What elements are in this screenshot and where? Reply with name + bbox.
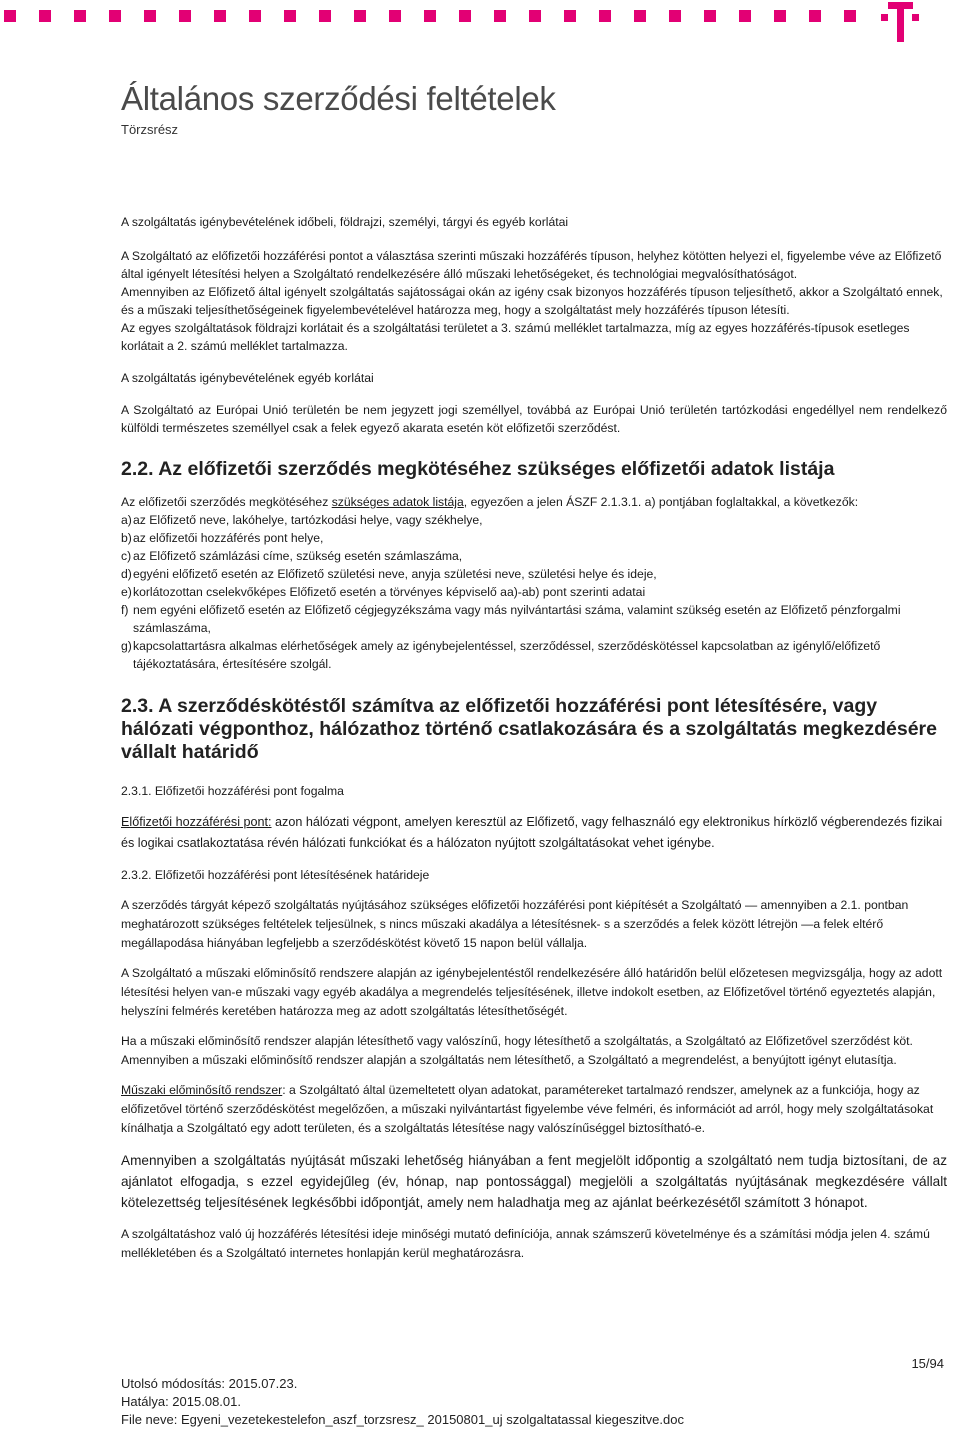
paragraph: Ha a műszaki előminősítő rendszer alapján létesíthető vagy valószínű, hogy létesíthető a szolgáltatás, a Szolgáltató az Előfizetővel szerződést köt. Amennyiben a műszaki előminősítő rendszer alapján a szolgáltatás nem létesíthető, a Szolgáltató a megrendelést, a benyújtott igényt elutasítja. — [121, 1034, 913, 1067]
brand-square-icon — [354, 10, 366, 22]
list-letter: d) — [121, 567, 132, 581]
list-letter: c) — [121, 549, 132, 563]
list-item — [121, 601, 947, 637]
brand-square-icon — [249, 10, 261, 22]
list-letter: g) — [121, 639, 132, 653]
brand-square-icon — [634, 10, 646, 22]
paragraph: A Szolgáltató a műszaki előminősítő rendszere alapján az igénybejelentéstől rendelkezésére álló határidőn belül előzetesen megvizsgálja, hogy az adott létesítési helyen van-e műszaki vagy egyéb akadálya a megrendelés teljesítésének, illetve indokolt esetben, az Előfizetővel történő egyeztetés alapján, helyszíni felmérés keretében határozza meg az adott szolgáltatás létesíthetőségét. — [121, 966, 943, 1018]
paragraph — [121, 812, 947, 854]
brand-square-icon — [109, 10, 121, 22]
paragraph: A szolgáltatás igénybevételének egyéb korlátai — [121, 371, 374, 385]
paragraph: A Szolgáltató az előfizetői hozzáférési pontot a választása szerinti műszaki hozzáférés típuson, helyhez kötötten helyezi el, figyelembe véve az Előfizető által igényelt létesítési helyen a Szolgáltató rendelkezésére álló műszaki lehetőségeket, és technológiai megvalósíthatóságot. — [121, 249, 942, 281]
brand-square-icon — [424, 10, 436, 22]
underlined-term: Előfizetői hozzáférési pont: — [121, 815, 272, 829]
list-text: egyéni előfizető esetén az Előfizető születési neve, anyja születési neve, születési helye és ideje, — [133, 567, 657, 581]
brand-square-icon — [214, 10, 226, 22]
list-text: az Előfizető neve, lakóhelye, tartózkodási helye, vagy székhelye, — [133, 513, 483, 527]
brand-square-icon — [809, 10, 821, 22]
subsection-heading: 2.3.2. Előfizetői hozzáférési pont létesítésének határideje — [121, 868, 430, 882]
paragraph: A Szolgáltató az Európai Unió területén be nem jegyzett jogi személlyel, továbbá az Európai Unió területén tartózkodási engedéllyel nem rendelkező külföldi természetes személlyel csak a felek egyező akarata esetén köt előfizetői szerződést. — [121, 403, 947, 435]
brand-square-icon — [599, 10, 611, 22]
underlined-term: Műszaki előminősítő rendszer — [121, 1083, 283, 1097]
brand-square-icon — [564, 10, 576, 22]
brand-square-icon — [179, 10, 191, 22]
list-item — [121, 529, 947, 547]
paragraph: Amennyiben az Előfizető által igényelt szolgáltatás sajátosságai okán az igény csak bizonyos hozzáférés típuson teljesíthető, akkor a Szolgáltató ennek, és a műszaki teljesíthetőségeinek figyelembevételével határozza meg, hogy a szolgáltatást mely hozzáférés típuson létesíti. — [121, 285, 943, 317]
list-item — [121, 637, 947, 673]
last-modified: Utolsó módosítás: 2015.07.23. — [121, 1376, 298, 1391]
brand-square-icon — [144, 10, 156, 22]
list-text: az Előfizető számlázási címe, szükség esetén számlaszáma, — [133, 549, 463, 563]
brand-square-icon — [389, 10, 401, 22]
brand-square-icon — [739, 10, 751, 22]
list-item — [121, 565, 947, 583]
section-heading-2-2: 2.2. Az előfizetői szerződés megkötéséhez szükséges előfizetői adatok listája — [121, 458, 835, 480]
effective-date: Hatálya: 2015.08.01. — [121, 1394, 241, 1409]
brand-square-icon — [494, 10, 506, 22]
list-text: nem egyéni előfizető esetén az Előfizető cégjegyzékszáma vagy más nyilvántartási száma, valamint szükség esetén az Előfizető pénzforgalmi számlaszáma, — [133, 603, 901, 635]
list-item — [121, 583, 947, 601]
list-text: az előfizetői hozzáférés pont helye, — [133, 531, 324, 545]
brand-square-icon — [529, 10, 541, 22]
list-text: kapcsolattartásra alkalmas elérhetőségek amely az igénybejelentéssel, szerződéssel, szerződéskötéssel kapcsolatban az igénylő/előfizető tájékoztatására, értesítésére szolgál. — [133, 639, 881, 671]
paragraph: Az egyes szolgáltatások földrajzi korlátait és a szolgáltatási területet a 3. számú melléklet tartalmazza, míg az egyes hozzáférés-típusok esetleges korlátait a 2. számú melléklet tartalmazza. — [121, 321, 910, 353]
paragraph: A szolgáltatáshoz való új hozzáférés létesítési ideje minőségi mutató definíciója, annak számszerű követelménye és a számítási módja jelen 4. számú mellékletében és a Szolgáltató internetes honlapján kerül meghatározásra. — [121, 1227, 930, 1260]
list-letter: b) — [121, 531, 132, 545]
paragraph — [121, 1081, 947, 1138]
paragraph: Amennyiben a szolgáltatás nyújtását műszaki lehetőség hiányában a fent megjelölt időpontig a szolgáltató nem tudja biztosítani, de az ajánlatot elfogadja, s ezzel egyidejűleg (év, hónap, nap pontossággal) megjelöli a szolgáltatás nyújtásának megkezdésére vállalt kötelezettség teljesítésének legkésőbbi időpontját, amely nem haladhatja meg az ajánlat beérkezésétől számított 3 hónapot. — [121, 1153, 947, 1210]
text-span: Az előfizetői szerződés megkötéséhez — [121, 495, 332, 509]
list-letter: f) — [121, 603, 129, 617]
paragraph — [121, 493, 947, 511]
brand-square-icon — [704, 10, 716, 22]
list-letter: a) — [121, 513, 132, 527]
page-footer — [121, 1375, 684, 1429]
brand-square-icon — [319, 10, 331, 22]
list-letter: e) — [121, 585, 132, 599]
brand-square-icon — [669, 10, 681, 22]
brand-square-icon — [844, 10, 856, 22]
list-text: korlátozottan cselekvőképes Előfizető esetén a törvényes képviselő aa)-ab) pont szerinti adatai — [133, 585, 646, 599]
text-span: , egyezően a jelen ÁSZF 2.1.3.1. a) pontjában foglaltakkal, a következők: — [463, 495, 859, 509]
brand-square-icon — [4, 10, 16, 22]
telekom-t-logo-icon — [881, 2, 919, 42]
document-subtitle: Törzsrész — [121, 122, 179, 137]
data-list — [121, 511, 947, 673]
brand-square-icon — [39, 10, 51, 22]
text-span: azon hálózati végpont, amelyen keresztül az Előfizető, vagy felhasználó egy elektronikus hírközlő végberendezés fizikai és logikai csatlakoztatása révén hálózati funkciókat és a hálózaton nyújtott szolgáltatásokat vehet igénybe. — [121, 815, 943, 850]
list-item — [121, 511, 947, 529]
paragraph: A szolgáltatás igénybevételének időbeli, földrajzi, személyi, tárgyi és egyéb korlátai — [121, 215, 569, 229]
underlined-term: szükséges adatok listája — [331, 495, 464, 509]
dotted-brand-bar — [0, 10, 870, 24]
brand-square-icon — [459, 10, 471, 22]
page-number: 15/94 — [911, 1356, 944, 1371]
text-span: : a Szolgáltató által üzemeltetett olyan adatokat, paramétereket tartalmazó rendszer, amelynek az a funkciója, hogy az előfizetővel történő szerződéskötést megelőzően, a műszaki nyilvántartást figyelembe véve felméri, és információt ad arról, hogy mely szolgáltatásokat kínálhatja a Szolgáltató egy adott területen, és a szolgáltatás létesítése nagy valószínűséggel biztosítható-e. — [121, 1083, 934, 1135]
document-body — [121, 213, 947, 1263]
brand-square-icon — [774, 10, 786, 22]
paragraph: A szerződés tárgyát képező szolgáltatás nyújtásához szükséges előfizetői hozzáférési pont kiépítését a Szolgáltató — amennyiben a 2.1. pontban meghatározott szükséges feltételek teljesülnek, s nincs műszaki akadálya a létesítésnek- s a szerződés a felek között létrejön —a felek eltérő megállapodása hiányában legfeljebb a szerződéskötést követő 15 napon belül vállalja. — [121, 898, 909, 950]
subsection-heading: 2.3.1. Előfizetői hozzáférési pont fogalma — [121, 784, 344, 798]
brand-square-icon — [74, 10, 86, 22]
file-name: File neve: Egyeni_vezetekestelefon_aszf_torzsresz_ 20150801_uj szolgaltatassal kiegeszitve.doc — [121, 1412, 684, 1427]
section-heading-2-3: 2.3. A szerződéskötéstől számítva az előfizetői hozzáférési pont létesítésére, vagy hálózati végponthoz, hálózathoz történő csatlakozására és a szolgáltatás megkezdésére vállalt határidő — [121, 695, 937, 763]
brand-square-icon — [284, 10, 296, 22]
list-item — [121, 547, 947, 565]
document-title: Általános szerződési feltételek — [121, 80, 556, 117]
